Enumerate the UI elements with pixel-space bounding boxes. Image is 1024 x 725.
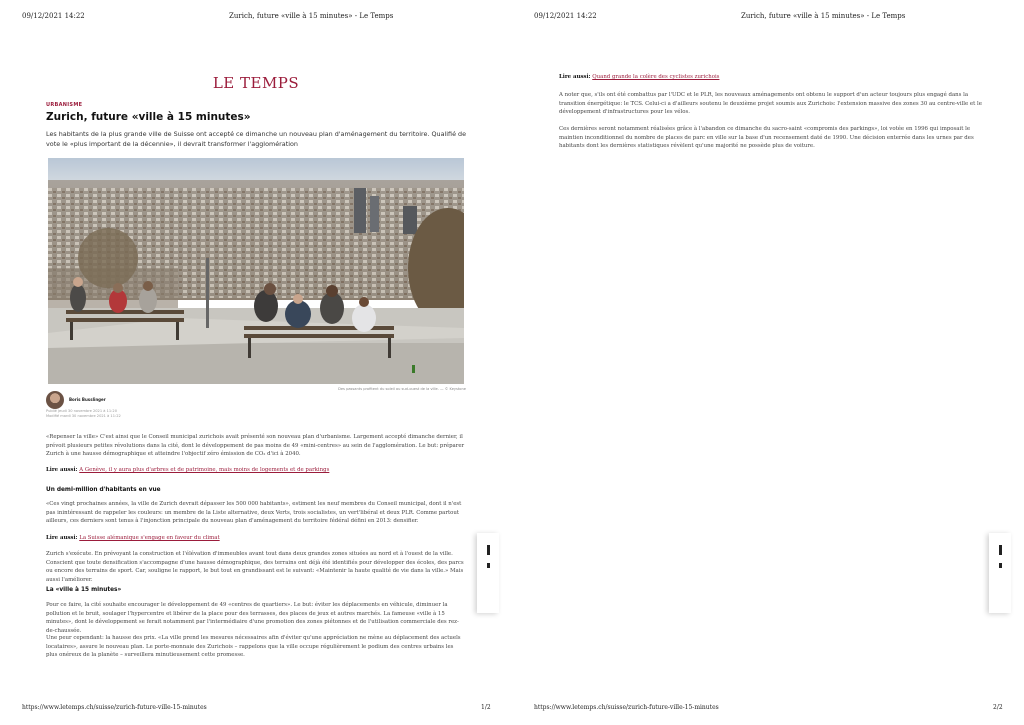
- read-also-link[interactable]: La Suisse alémanique s'engage en faveur du climat: [79, 535, 220, 541]
- print-footer-url: https://www.letemps.ch/suisse/zurich-future-ville-15-minutes: [22, 704, 207, 711]
- article-paragraph: A noter que, s'ils ont été combattus par l'UDC et le PLR, les nouveaux aménagements ont obtenu le support d'un acteur toujours plus engagé dans la transition énergétique: le TCS. Celui-ci a d'ailleurs soutenu le deuxième projet soumis aux Zurichois: l'extension massive des zones 30 au centre-ville et le développement d'infrastructures pour les vélos.: [559, 92, 982, 116]
- print-header-date: 09/12/2021 14:22: [22, 12, 85, 20]
- article-paragraph: «Ces vingt prochaines années, la ville de Zurich devrait dépasser les 500 000 habitants», estiment les neuf membres du Conseil municipal, dont il n'est pas inintéressant de rappeler les couleurs: un membre de la Liste alternative, deux Verts, trois socialistes, un vert'libéral et deux PLR. Comme partout ailleurs, ces derniers sont tenus à l'injonction principale du nouveau plan d'aménagement du territoire fédéral défini en 2013: densifier.: [46, 501, 462, 525]
- read-also-link[interactable]: Quand grande la colère des cyclistes zurichois: [592, 74, 720, 80]
- site-logo[interactable]: LE TEMPS: [212, 74, 300, 92]
- read-also-label: Lire aussi:: [46, 467, 78, 473]
- read-also-link[interactable]: A Genève, il y aura plus d'arbres et de patrimoine, mais moins de logements et de parkings: [79, 467, 330, 473]
- article-title: Zurich, future «ville à 15 minutes»: [46, 111, 251, 123]
- article-paragraph: Une peur cependant: la hausse des prix. «La ville prend les mesures nécessaires afin d'éviter qu'une appréciation ne mène au déplacement des actuels locataires», assure le nouveau plan. Le porte-monnaie des Zurichois – rappelons que la ville occupe régulièrement le podium des centres urbains les plus onéreux de la planète – surveillera minutieusement cette promesse.: [46, 635, 461, 659]
- print-header-title: Zurich, future «ville à 15 minutes» - Le Temps: [229, 12, 394, 20]
- author-avatar: [46, 391, 64, 409]
- article-photo: [48, 158, 464, 384]
- print-header-date: 09/12/2021 14:22: [534, 12, 597, 20]
- article-paragraph: Zurich s'exécute. En prévoyant la construction et l'élévation d'immeubles avant tout dans deux grandes zones situées au nord et à l'ouest de la ville. Conscient que toute densification s'accompagne d'une hausse démographique, des terrains ont déjà été identifiés pour développer des écoles, des parcs ou encore des terrains de sport. Car, souligne le rapport, le but tout en grandissant est le suivant: «Maintenir la haute qualité de vie dans la ville.» Mais aussi l'améliorer.: [46, 551, 464, 583]
- article-paragraph: «Repenser la ville» C'est ainsi que le Conseil municipal zurichois avait présenté son nouveau plan d'urbanisme. Largement accepté dimanche dernier, il prévoit plusieurs petites révolutions dans la cité, dont le développement de pas moins de 49 «mini-centres» au sein de l'agglomération. Le but: préparer Zurich à une hausse démographique et atteindre l'objectif zéro émission de CO₂ d'ici à 2040.: [46, 434, 465, 458]
- side-widget-tab[interactable]: [477, 533, 499, 613]
- article-paragraph: Pour ce faire, la cité souhaite encourager le développement de 49 «centres de quartiers». Le but: éviter les déplacements en véhicule, diminuer la pollution et le bruit, soulager l'hypercentre et libérer de la place pour des terrasses, des places de jeux et autres marchés. La fameuse «ville à 15 minutes», dont le développement se ferait notamment par l'intermédiaire d'une promotion des zones piétonnes et de l'utilisation commerciale des rez-de-chaussée.: [46, 602, 459, 634]
- print-page-2: [512, 0, 1024, 725]
- print-page-number: 2/2: [993, 704, 1003, 711]
- read-also: [46, 467, 329, 473]
- side-widget-tab[interactable]: [989, 533, 1011, 613]
- section-heading: La «ville à 15 minutes»: [46, 587, 122, 593]
- publication-dates: [46, 409, 121, 419]
- city-view-illustration: [48, 158, 464, 384]
- article-lead: Les habitants de la plus grande ville de Suisse ont accepté ce dimanche un nouveau plan d'aménagement du territoire. Qualifié de vote le «plus important de la décennie», il devrait transformer l'agglomération: [46, 130, 467, 148]
- print-page-number: 1/2: [481, 704, 491, 711]
- article-paragraph: Ces dernières seront notamment réalisées grâce à l'abandon ce dimanche du sacro-saint «compromis des parkings», loi votée en 1996 qui imposait le maintien inconditionnel du nombre de places de parc en ville sur la base d'un recensement daté de 1990. Une décision enterrée dans les urnes par des habitants dont les dernières statistiques révèlent qu'une majorité ne possède plus de voiture.: [559, 126, 974, 150]
- print-footer-url: https://www.letemps.ch/suisse/zurich-future-ville-15-minutes: [534, 704, 719, 711]
- read-also-label: Lire aussi:: [46, 535, 78, 541]
- modified-date: Modifié mardi 30 novembre 2021 à 11:22: [46, 414, 121, 418]
- read-also-label: Lire aussi:: [559, 74, 591, 80]
- print-header-title: Zurich, future «ville à 15 minutes» - Le Temps: [741, 12, 906, 20]
- section-heading: Un demi-million d'habitants en vue: [46, 487, 161, 493]
- read-also: [559, 74, 719, 80]
- photo-caption: Des passants profitent du soleil au sud-ouest de la ville. — © Keystone: [338, 387, 466, 391]
- author-name[interactable]: Boris Busslinger: [69, 397, 106, 402]
- article-category[interactable]: URBANISME: [46, 102, 83, 108]
- published-date: Publié jeudi 30 novembre 2021 à 11:20: [46, 409, 117, 413]
- read-also: [46, 535, 220, 541]
